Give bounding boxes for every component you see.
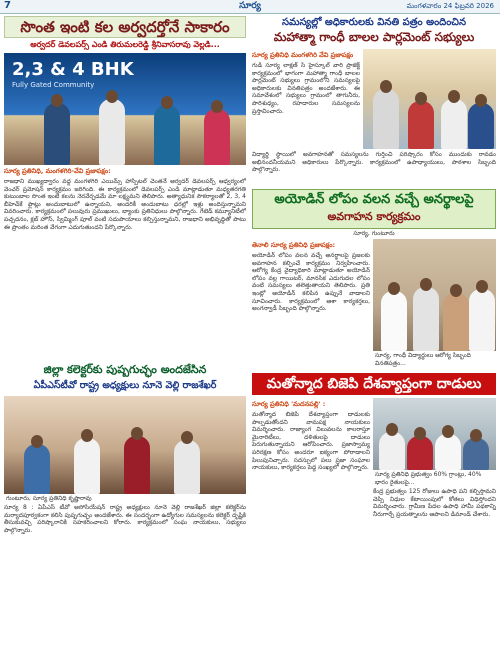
person-figure — [407, 436, 433, 470]
person-head — [442, 425, 454, 438]
person-figure — [468, 103, 494, 149]
person-head — [414, 427, 426, 440]
person-head — [81, 429, 93, 442]
person-head — [211, 100, 223, 113]
person-figure — [463, 438, 489, 470]
headline-band — [4, 16, 246, 38]
page-headline: సొంత ఇంటి కల అర్వదర్తోనే సాకారం — [20, 18, 230, 36]
bjp-photo-block — [373, 398, 496, 561]
meeting-caption: గుంటూరు, సూర్య ప్రతినిధి కృష్ణారావు — [6, 495, 92, 502]
person-figure — [441, 99, 467, 149]
school-article-row — [252, 49, 496, 149]
person-figure — [24, 444, 50, 494]
person-head — [420, 278, 432, 291]
school-caption: సూర్య, గాంధీ విద్యార్థులు ఆరోగ్య సిబ్బంది వినతిపత్రం... — [375, 352, 471, 367]
collector-headline: జిల్లా కలెక్టర్‌కు పుష్పగుచ్ఛం అందజేసిన — [43, 363, 207, 376]
iodine-title: అయోడిన్ లోపం వలన వచ్చే అనర్థాలపై — [274, 192, 474, 207]
person-figure — [413, 287, 439, 351]
person-figure — [469, 289, 495, 351]
person-figure — [381, 291, 407, 351]
person-figure — [373, 89, 399, 149]
collector-article-body: సూర్య 8 : ఏపీఎస్ టీవో అసోసియేషన్ రాష్ట్ర అధ్యక్షులు నూనె వెల్లి రాజశేఖర్ జిల్లా కలెక్టర్‌ను మర్యాదపూర్వకంగా కలిసి పుష్పగుచ్ఛం అందజేశారు. ఈ సందర్భంగా ఉద్యోగుల సమస్యలను కలెక్టర్ దృష్టికి తీసుకువచ్చి పరిష్కారానికి సహకరించాలని కోరారు. కార్యక్రమంలో సంఘ నాయకులు, సభ్యులు పాల్గొన్నారు. — [4, 504, 246, 534]
meeting-photo — [4, 396, 246, 494]
iodine-byline: సూర్య, గుంటూరు — [353, 230, 395, 237]
banner-subtext: Fully Gated Community — [12, 81, 95, 89]
person-head — [131, 427, 143, 440]
iodine-photo — [373, 239, 496, 351]
page-number: 7 — [4, 0, 11, 11]
edition-date: మంగళవారం 24 ఫిబ్రవరి 2026 — [406, 2, 494, 10]
iodine-subtitle: అవగాహన కార్యక్రమం — [327, 210, 421, 223]
iodine-headline-box — [252, 189, 496, 229]
person-head — [475, 94, 487, 107]
person-head — [448, 90, 460, 103]
person-head — [450, 284, 462, 297]
person-head — [380, 80, 392, 93]
headline-line-2: మహాత్మా గాంధీ బాలల పార్లమెంట్ సభ్యులు — [273, 30, 475, 44]
banner-text: 2,3 & 4 BHK — [12, 59, 134, 80]
school-article-body-2: విద్యార్థి స్థాయిలో అవగాహనతో సమస్యలను గుర్తించి పరిష్కారం కోసం ముందుకు రావడం అభినందనీయమని అధికారులు పేర్కొన్నారు. కార్యక్రమంలో ఉపాధ్యాయులు, పాఠశాల సిబ్బంది పాల్గొన్నారు. — [252, 151, 496, 174]
bjp-article-body: మతోన్మాద బిజెపి దేశవ్యాప్తంగా దాడులకు పాల్పడుతోందని వామపక్ష నాయకులు విమర్శించారు. రాజ్యాంగ విలువలను కాలరాస్తూ మైనారిటీలు, దళితులపై దాడులు పెరుగుతున్నాయని ఆరోపించారు. ప్రజాస్వామ్య పరిరక్షణ కోసం అందరూ ఐక్యంగా పోరాడాలని పిలుపునిచ్చారు. సదస్సులో పలు ప్రజా సంఘాల నాయకులు, కార్యకర్తలు పెద్ద సంఖ్యలో పాల్గొన్నారు. — [252, 411, 370, 472]
person-figure — [408, 101, 434, 149]
school-article-body: గుడి సూర్య లాక్షణ్ సి హైస్కూల్ వారి ప్రాజెక్ట్ కార్యక్రమంలో భాగంగా మహాత్మా గాంధీ బాలల పార్లమెంట్ సభ్యులు గ్రామంలోని సమస్యలపై అధికారులకు వినతిపత్రం అందజేశారు. ఈ సమావేశంలో సభ్యులు గ్రామంలో తాగునీరు, పారిశుధ్యం, రహదారుల సమస్యలను ప్రస్తావించారు. — [252, 62, 360, 115]
person-head — [388, 282, 400, 295]
bjp-text-block — [252, 398, 370, 561]
school-photo — [363, 49, 496, 149]
person-figure — [44, 103, 70, 165]
right-column — [252, 16, 496, 652]
header-bar — [0, 0, 500, 14]
person-head — [386, 423, 398, 436]
person-figure — [99, 99, 125, 165]
iodine-text-block — [252, 239, 370, 369]
iodine-dateline: తెనాలి సూర్య ప్రతినిధి ప్రజాపక్షం: — [252, 241, 336, 249]
school-text-block — [252, 49, 360, 149]
top-right-headline — [252, 16, 496, 47]
person-figure — [435, 434, 461, 470]
bjp-article-row — [252, 398, 496, 561]
person-head — [106, 90, 118, 103]
iodine-article-row — [252, 239, 496, 369]
person-head — [51, 94, 63, 107]
bjp-article-body-2: కేంద్ర ప్రభుత్వం 125 రోజులు ఉపాధి పని కల్పిస్తామని చెప్పి నిధుల కేటాయింపులో కోతలు విధిస్తోందని విమర్శించారు. గ్రామీణ పేదల ఉపాధి హామీ పథకాన్ని నీరుగార్చే ప్రయత్నాలను ఆపాలని డిమాండ్ చేశారు. — [373, 488, 496, 518]
person-figure — [154, 105, 180, 165]
article-body: రాజధాని ముఖ్యద్వారం వద్ద మంగళగిరి ఎయిమ్స్ హాస్పిటల్ చెంతనే అర్వదర్ డెవలపర్స్ ఆధ్వర్యంలో వెంచర్ ప్రమోషన్ కార్యక్రమం జరిగింది. ఈ కార్యక్రమంలో డెవలపర్స్ ఎండి మాట్లాడుతూ మధ్యతరగతి కుటుంబాల సొంత ఇంటి కలను నెరవేర్చడమే మా లక్ష్యమని తెలిపారు. అత్యాధునిక సౌకర్యాలతో 2, 3, 4 బీహెచ్‌కే ఫ్లాట్లు అందుబాటులో ఉన్నాయని, అందరికీ అందుబాటు ధరల్లో ఇళ్లు అందిస్తున్నామని వివరించారు. కార్యక్రమంలో పలువురు ప్రముఖులు, బ్యాంకు ప్రతినిధులు పాల్గొన్నారు. గేటెడ్ కమ్యూనిటీలో పచ్చదనం, క్లబ్ హౌస్, స్విమ్మింగ్ పూల్ వంటి సదుపాయాలు కల్పిస్తున్నామని, రాజధాని అభివృద్ధితో పాటు ఈ ప్రాంతం మరింత వేగంగా ఎదుగుతుందని పేర్కొన్నారు. — [4, 178, 246, 231]
bjp-headline-band: మతోన్మాద బిజెపి దేశవ్యాప్తంగా దాడులు — [252, 373, 496, 395]
person-head — [415, 92, 427, 105]
person-figure — [204, 109, 230, 165]
person-head — [476, 280, 488, 293]
person-head — [31, 435, 43, 448]
person-head — [161, 96, 173, 109]
person-head — [470, 429, 482, 442]
person-figure — [124, 436, 150, 494]
subheadline: అర్వదర్ డెవలపర్స్ ఎండి తిరుమలరెడ్డి శ్రీనివాసరావు వెల్లడి... — [30, 40, 220, 49]
iodine-article-body: అయోడిన్ లోపం వలన వచ్చే అనర్థాలపై ప్రజలకు అవగాహన కల్పించే కార్యక్రమం నిర్వహించారు. ఆరోగ్య కేంద్ర వైద్యాధికారి మాట్లాడుతూ అయోడిన్ లోపం వల్ల గాయిటర్, మానసిక ఎదుగుదల లోపం వంటి సమస్యలు తలెత్తుతాయని తెలిపారు. ప్రతి ఇంట్లో అయోడిన్ కలిపిన ఉప్పునే వాడాలని సూచించారు. కార్యక్రమంలో ఆశా కార్యకర్తలు, అంగన్వాడీ సిబ్బంది పాల్గొన్నారు. — [252, 252, 370, 313]
collector-headline-2: ఏపీఎస్‌టీవో రాష్ట్ర అధ్యక్షులు నూనె వెల్లి రాజశేఖర్ — [33, 380, 217, 391]
school-dateline: సూర్య ప్రతినిధి మంగళగిరి వేవి ప్రజాపక్షం — [252, 51, 354, 59]
person-figure — [379, 432, 405, 470]
person-figure — [74, 438, 100, 494]
article-dateline: సూర్య ప్రతినిధి, మంగళగిరి-వేవి ప్రజాపక్షం: — [4, 167, 111, 175]
iodine-photo-block — [373, 239, 496, 369]
hall-photo — [373, 398, 496, 470]
bjp-dateline: సూర్య ప్రతినిధి 'మదనపల్లి' : — [252, 400, 326, 408]
hall-caption: సూర్య ప్రతినిధి ప్రభుత్వం 60% గ్రాంట్లు, 40% భారం రైతులపై... — [375, 471, 482, 486]
headline-line-1: సమస్యల్లో అధికారులకు వినతి పత్రం అందించిన — [282, 17, 466, 28]
paper-name: సూర్య — [239, 1, 261, 11]
banner-photo — [4, 53, 246, 165]
person-figure — [174, 440, 200, 494]
left-column — [4, 16, 246, 652]
person-figure — [443, 293, 469, 351]
person-head — [181, 431, 193, 444]
